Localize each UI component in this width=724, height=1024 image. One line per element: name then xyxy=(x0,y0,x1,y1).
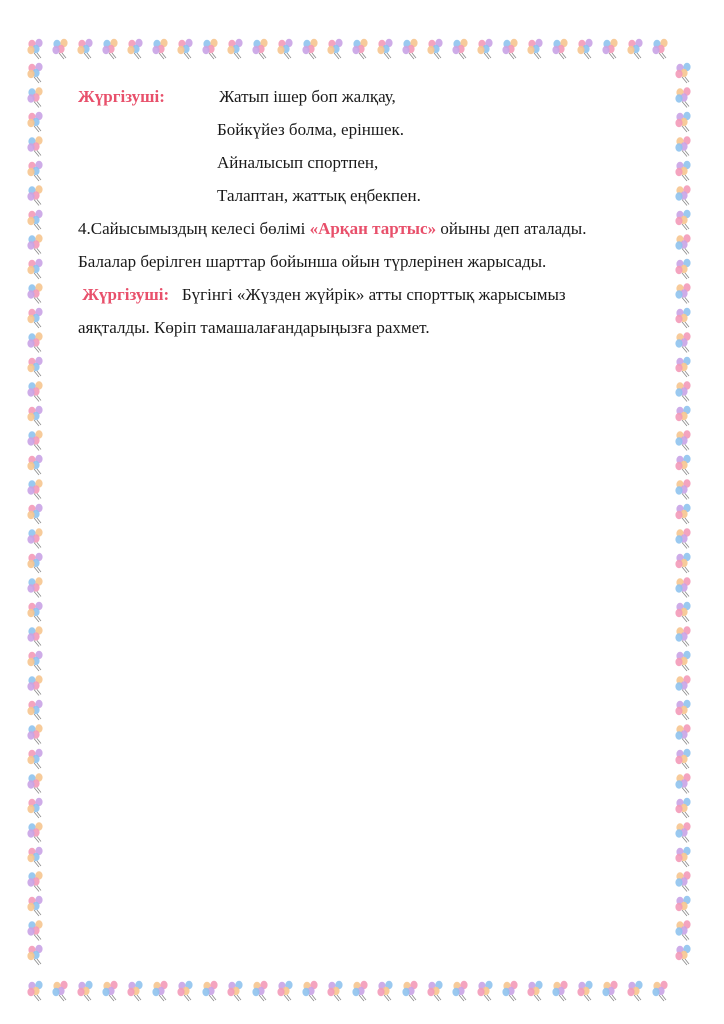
balloon-bunch-icon xyxy=(177,981,192,1001)
balloon-bunch-icon xyxy=(527,39,542,59)
balloon-bunch-icon xyxy=(252,981,267,1001)
poem-line-4: Талаптан, жаттық еңбекпен. xyxy=(217,186,421,205)
balloon-bunch-icon xyxy=(27,381,42,401)
balloon-bunch-icon xyxy=(452,981,467,1001)
balloon-bunch-icon xyxy=(102,981,117,1001)
balloon-bunch-icon xyxy=(52,39,67,59)
balloon-bunch-icon xyxy=(27,63,42,83)
balloon-bunch-icon xyxy=(675,283,690,303)
balloon-bunch-icon xyxy=(27,406,42,426)
balloon-bunch-icon xyxy=(652,981,667,1001)
balloon-bunch-icon xyxy=(675,210,690,230)
balloon-bunch-icon xyxy=(675,920,690,940)
balloon-bunch-icon xyxy=(675,161,690,181)
balloon-bunch-icon xyxy=(377,981,392,1001)
balloon-bunch-icon xyxy=(27,136,42,156)
balloon-bunch-icon xyxy=(27,504,42,524)
balloon-bunch-icon xyxy=(27,332,42,352)
balloon-bunch-icon xyxy=(152,39,167,59)
balloon-bunch-icon xyxy=(27,847,42,867)
balloon-bunch-icon xyxy=(675,455,690,475)
balloon-bunch-icon xyxy=(675,234,690,254)
balloon-bunch-icon xyxy=(27,700,42,720)
balloon-bunch-icon xyxy=(675,406,690,426)
balloon-bunch-icon xyxy=(27,798,42,818)
balloon-bunch-icon xyxy=(675,63,690,83)
balloon-bunch-icon xyxy=(277,981,292,1001)
balloon-bunch-icon xyxy=(27,210,42,230)
balloon-bunch-icon xyxy=(27,39,42,59)
poem-line-1: Жатып ішер боп жалқау, xyxy=(219,87,396,106)
balloon-bunch-icon xyxy=(675,749,690,769)
balloon-bunch-icon xyxy=(27,234,42,254)
balloon-bunch-icon xyxy=(675,87,690,107)
balloon-bunch-icon xyxy=(27,626,42,646)
balloon-bunch-icon xyxy=(652,39,667,59)
balloon-bunch-icon xyxy=(27,455,42,475)
balloon-bunch-icon xyxy=(27,749,42,769)
balloon-bunch-icon xyxy=(27,259,42,279)
balloon-bunch-icon xyxy=(675,822,690,842)
balloon-bunch-icon xyxy=(27,675,42,695)
balloon-bunch-icon xyxy=(77,981,92,1001)
balloon-bunch-icon xyxy=(302,981,317,1001)
balloon-bunch-icon xyxy=(675,577,690,597)
balloon-bunch-icon xyxy=(27,871,42,891)
balloon-bunch-icon xyxy=(202,981,217,1001)
speaker-label-2: Жүргізуші: xyxy=(82,285,170,304)
balloon-bunch-icon xyxy=(675,871,690,891)
balloon-bunch-icon xyxy=(577,39,592,59)
balloon-bunch-icon xyxy=(227,981,242,1001)
balloon-bunch-icon xyxy=(627,981,642,1001)
balloon-bunch-icon xyxy=(27,308,42,328)
balloon-bunch-icon xyxy=(27,945,42,965)
balloon-bunch-icon xyxy=(627,39,642,59)
balloon-bunch-icon xyxy=(127,981,142,1001)
paragraph-3-text-1: Бүгінгі «Жүзден жүйрік» атты спорттық жарысымыз xyxy=(169,285,566,304)
balloon-bunch-icon xyxy=(27,112,42,132)
balloon-bunch-icon xyxy=(227,39,242,59)
balloon-bunch-icon xyxy=(202,39,217,59)
balloon-bunch-icon xyxy=(675,626,690,646)
balloon-bunch-icon xyxy=(402,39,417,59)
balloon-bunch-icon xyxy=(27,920,42,940)
balloon-bunch-icon xyxy=(675,381,690,401)
balloon-bunch-icon xyxy=(27,185,42,205)
balloon-bunch-icon xyxy=(675,945,690,965)
balloon-bunch-icon xyxy=(277,39,292,59)
balloon-bunch-icon xyxy=(27,981,42,1001)
balloon-bunch-icon xyxy=(27,553,42,573)
balloon-bunch-icon xyxy=(675,136,690,156)
balloon-bunch-icon xyxy=(252,39,267,59)
balloon-bunch-icon xyxy=(552,981,567,1001)
balloon-bunch-icon xyxy=(675,847,690,867)
balloon-bunch-icon xyxy=(27,651,42,671)
balloon-bunch-icon xyxy=(675,651,690,671)
balloon-bunch-icon xyxy=(675,798,690,818)
balloon-bunch-icon xyxy=(502,981,517,1001)
balloon-bunch-icon xyxy=(602,39,617,59)
page-content xyxy=(78,80,668,344)
balloon-bunch-icon xyxy=(675,308,690,328)
balloon-bunch-icon xyxy=(27,724,42,744)
balloon-bunch-icon xyxy=(675,479,690,499)
balloon-bunch-icon xyxy=(675,112,690,132)
balloon-bunch-icon xyxy=(675,602,690,622)
balloon-bunch-icon xyxy=(352,981,367,1001)
balloon-bunch-icon xyxy=(27,161,42,181)
balloon-bunch-icon xyxy=(27,896,42,916)
balloon-bunch-icon xyxy=(27,577,42,597)
poem-line-2: Бойкүйез болма, еріншек. xyxy=(217,120,405,139)
balloon-bunch-icon xyxy=(427,981,442,1001)
balloon-bunch-icon xyxy=(152,981,167,1001)
balloon-bunch-icon xyxy=(675,896,690,916)
balloon-bunch-icon xyxy=(675,700,690,720)
balloon-bunch-icon xyxy=(102,39,117,59)
balloon-bunch-icon xyxy=(675,504,690,524)
balloon-bunch-icon xyxy=(27,602,42,622)
balloon-bunch-icon xyxy=(327,39,342,59)
balloon-bunch-icon xyxy=(675,528,690,548)
paragraph-3-line-2: аяқталды. Көріп тамашалағандарыңызға рахмет. xyxy=(78,318,430,337)
balloon-bunch-icon xyxy=(27,357,42,377)
balloon-bunch-icon xyxy=(477,981,492,1001)
balloon-bunch-icon xyxy=(52,981,67,1001)
balloon-bunch-icon xyxy=(675,185,690,205)
speaker-label: Жүргізуші: xyxy=(78,87,165,106)
balloon-bunch-icon xyxy=(675,357,690,377)
balloon-bunch-icon xyxy=(402,981,417,1001)
balloon-bunch-icon xyxy=(477,39,492,59)
balloon-bunch-icon xyxy=(377,39,392,59)
balloon-bunch-icon xyxy=(427,39,442,59)
balloon-bunch-icon xyxy=(502,39,517,59)
balloon-bunch-icon xyxy=(327,981,342,1001)
poem-line-1-row xyxy=(78,80,668,113)
balloon-bunch-icon xyxy=(577,981,592,1001)
balloon-bunch-icon xyxy=(27,822,42,842)
balloon-bunch-icon xyxy=(27,87,42,107)
balloon-bunch-icon xyxy=(675,675,690,695)
balloon-bunch-icon xyxy=(675,332,690,352)
balloon-bunch-icon xyxy=(127,39,142,59)
balloon-bunch-icon xyxy=(352,39,367,59)
paragraph-2-line-2: Балалар берілген шарттар бойынша ойын түрлерінен жарысады. xyxy=(78,252,547,271)
balloon-bunch-icon xyxy=(27,528,42,548)
balloon-bunch-icon xyxy=(452,39,467,59)
balloon-bunch-icon xyxy=(675,773,690,793)
paragraph-2-text-before: 4.Сайысымыздың келесі бөлімі xyxy=(78,219,310,238)
balloon-bunch-icon xyxy=(27,479,42,499)
paragraph-2-line-1 xyxy=(78,212,668,245)
balloon-bunch-icon xyxy=(552,39,567,59)
balloon-bunch-icon xyxy=(675,430,690,450)
balloon-bunch-icon xyxy=(675,724,690,744)
balloon-bunch-icon xyxy=(77,39,92,59)
balloon-bunch-icon xyxy=(602,981,617,1001)
game-title-highlight: «Арқан тартыс» xyxy=(309,219,437,238)
paragraph-2-text-after: ойыны деп аталады. xyxy=(436,219,587,238)
balloon-bunch-icon xyxy=(675,553,690,573)
balloon-bunch-icon xyxy=(27,283,42,303)
balloon-bunch-icon xyxy=(27,430,42,450)
balloon-bunch-icon xyxy=(27,773,42,793)
paragraph-3-line-1 xyxy=(78,278,668,311)
balloon-bunch-icon xyxy=(675,259,690,279)
balloon-bunch-icon xyxy=(177,39,192,59)
balloon-bunch-icon xyxy=(527,981,542,1001)
balloon-bunch-icon xyxy=(302,39,317,59)
poem-line-3: Айналысып спортпен, xyxy=(217,153,379,172)
